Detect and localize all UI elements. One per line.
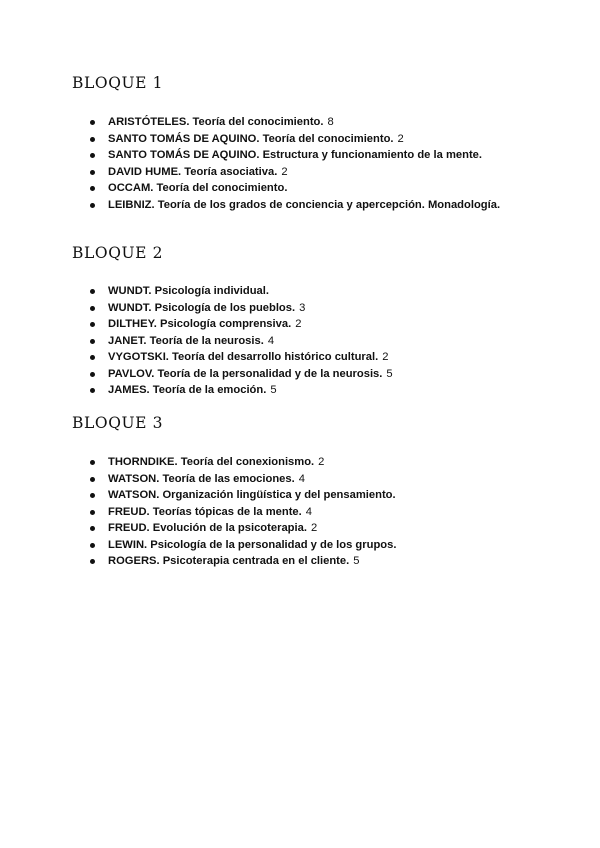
item-count: 5: [353, 555, 360, 567]
item-title: PAVLOV. Teoría de la personalidad y de la neurosis.: [108, 367, 383, 380]
list-item: [90, 197, 520, 214]
item-count: 3: [299, 301, 306, 314]
bloque-3-list: [90, 454, 520, 570]
bullet-icon: [90, 306, 95, 311]
item-title: LEIBNIZ. Teoría de los grados de conciencia y apercepción. Monadología.: [108, 198, 501, 211]
list-item: [90, 147, 520, 164]
item-title: SANTO TOMÁS DE AQUINO. Estructura y funcionamiento de la mente.: [108, 149, 483, 161]
item-count: 5: [386, 367, 393, 380]
bloque-2-list: [90, 283, 520, 399]
list-item: [90, 471, 520, 488]
bullet-icon: [90, 493, 95, 498]
item-count: 2: [382, 351, 389, 363]
item-title: FREUD. Evolución de la psicoterapia.: [108, 522, 307, 534]
list-item: [90, 366, 520, 383]
list-item: [90, 349, 520, 366]
item-title: WATSON. Teoría de las emociones.: [108, 472, 295, 485]
item-count: 2: [310, 522, 318, 534]
bullet-icon: [90, 322, 95, 327]
bullet-icon: [90, 388, 95, 393]
item-title: FREUD. Teorías tópicas de la mente.: [108, 505, 302, 518]
list-item: [90, 114, 520, 131]
bullet-icon: [90, 460, 95, 465]
bloque-2-section: [72, 244, 532, 396]
item-count: 2: [318, 456, 325, 468]
list-item: [90, 333, 520, 350]
bullet-icon: [90, 372, 95, 377]
item-title: ARISTÓTELES. Teoría del conocimiento.: [108, 116, 324, 128]
bullet-icon: [90, 543, 95, 548]
bloque-1-heading: BLOQUE 1: [72, 74, 164, 92]
item-title: SANTO TOMÁS DE AQUINO. Teoría del conocimiento.: [108, 132, 394, 145]
item-count: 8: [327, 116, 334, 128]
bullet-icon: [90, 559, 95, 564]
list-item: [90, 504, 520, 521]
bullet-icon: [90, 355, 95, 360]
list-item: [90, 316, 520, 333]
bullet-icon: [90, 153, 95, 158]
item-title: JAMES. Teoría de la emoción.: [108, 384, 267, 396]
item-title: WATSON. Organización lingüística y del pensamiento.: [108, 489, 396, 501]
bullet-icon: [90, 203, 95, 208]
bullet-icon: [90, 510, 95, 515]
item-count: 4: [298, 472, 305, 485]
item-count: 5: [270, 384, 277, 396]
item-title: THORNDIKE. Teoría del conexionismo.: [108, 456, 315, 468]
item-count: 4: [305, 505, 312, 518]
item-title: WUNDT. Psicología individual.: [108, 285, 269, 297]
list-item: [90, 180, 520, 197]
bullet-icon: [90, 339, 95, 344]
item-count: 2: [295, 318, 302, 330]
list-item: [90, 164, 520, 181]
bullet-icon: [90, 120, 95, 125]
bloque-2-heading: BLOQUE 2: [72, 244, 164, 262]
item-count: 2: [397, 132, 404, 145]
item-count: 4: [267, 334, 275, 347]
item-title: LEWIN. Psicología de la personalidad y de los grupos.: [108, 538, 397, 551]
bullet-icon: [90, 186, 95, 191]
bloque-1-section: [72, 74, 532, 211]
list-item: [90, 454, 520, 471]
item-title: DAVID HUME. Teoría asociativa.: [108, 165, 278, 178]
bloque-3-section: [72, 414, 532, 567]
list-item: [90, 300, 520, 317]
bloque-3-heading: BLOQUE 3: [72, 414, 164, 432]
item-title: JANET. Teoría de la neurosis.: [108, 334, 264, 347]
bullet-icon: [90, 477, 95, 482]
list-item: [90, 520, 520, 537]
item-title: DILTHEY. Psicología comprensiva.: [108, 318, 292, 330]
item-title: ROGERS. Psicoterapia centrada en el cliente.: [108, 555, 350, 567]
list-item: [90, 131, 520, 148]
item-title: WUNDT. Psicología de los pueblos.: [108, 301, 296, 314]
list-item: [90, 382, 520, 399]
list-item: [90, 537, 520, 554]
list-item: [90, 283, 520, 300]
item-count: 2: [281, 165, 288, 178]
bullet-icon: [90, 170, 95, 175]
bloque-1-list: [90, 114, 520, 213]
list-item: [90, 487, 520, 504]
item-title: OCCAM. Teoría del conocimiento.: [108, 182, 288, 194]
list-item: [90, 553, 520, 570]
item-title: VYGOTSKI. Teoría del desarrollo histórico cultural.: [108, 351, 379, 363]
bullet-icon: [90, 526, 95, 531]
bullet-icon: [90, 137, 95, 142]
bullet-icon: [90, 289, 95, 294]
